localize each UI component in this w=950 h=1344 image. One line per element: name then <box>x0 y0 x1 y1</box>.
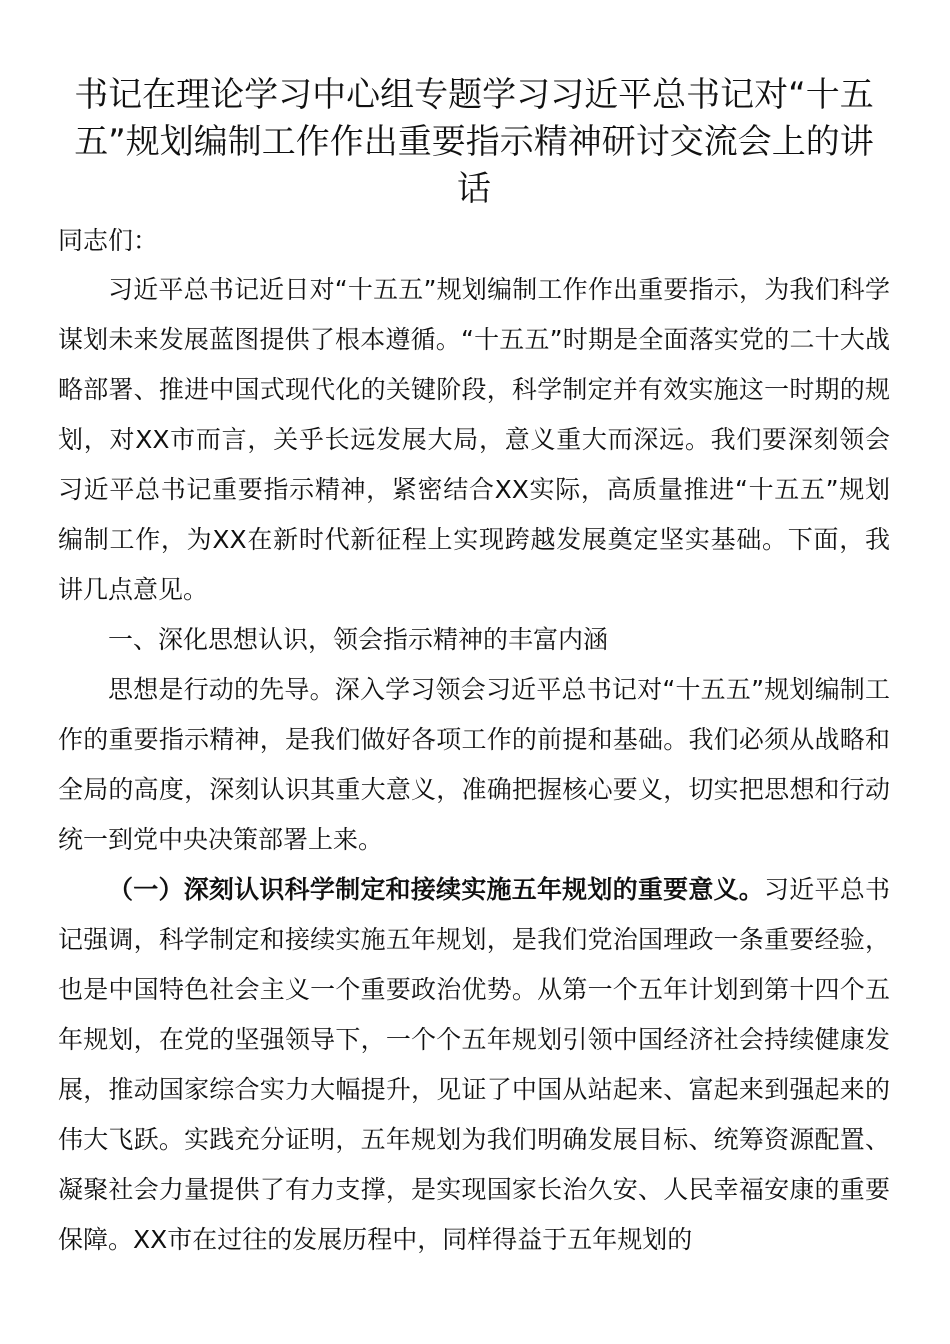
opening-paragraph: 习近平总书记近日对“十五五”规划编制工作作出重要指示，为我们科学谋划未来发展蓝图提供了根本遵循。“十五五”时期是全面落实党的二十大战略部署、推进中国式现代化的关键阶段，科学制定并有效实施这一时期的规划，对XX市而言，关乎长远发展大局，意义重大而深远。我们要深刻领会习近平总书记重要指示精神，紧密结合XX实际，高质量推进“十五五”规划编制工作，为XX在新时代新征程上实现跨越发展奠定坚实基础。下面，我讲几点意见。 <box>58 275 890 604</box>
document-page <box>58 72 890 1265</box>
section-1-intro: 思想是行动的先导。深入学习领会习近平总书记对“十五五”规划编制工作的重要指示精神，是我们做好各项工作的前提和基础。我们必须从战略和全局的高度，深刻认识其重大意义，准确把握核心要义，切实把思想和行动统一到党中央决策部署上来。 <box>58 675 890 854</box>
section-heading-1: 一、深化思想认识，领会指示精神的丰富内涵 <box>108 625 609 654</box>
subsection-1-paragraph <box>58 865 890 1265</box>
subsection-1-body: 习近平总书记强调，科学制定和接续实施五年规划，是我们党治国理政一条重要经验，也是中国特色社会主义一个重要政治优势。从第一个五年计划到第十四个五年规划，在党的坚强领导下，一个个五年规划引领中国经济社会持续健康发展，推动国家综合实力大幅提升，见证了中国从站起来、富起来到强起来的伟大飞跃。实践充分证明，五年规划为我们明确发展目标、统筹资源配置、凝聚社会力量提供了有力支撑，是实现国家长治久安、人民幸福安康的重要保障。XX市在过往的发展历程中，同样得益于五年规划的 <box>58 875 890 1254</box>
salutation: 同志们： <box>58 226 159 255</box>
document-title: 书记在理论学习中心组专题学习习近平总书记对“十五五”规划编制工作作出重要指示精神研讨交流会上的讲话 <box>74 75 874 209</box>
subsection-1-lead: （一）深刻认识科学制定和接续实施五年规划的重要意义。 <box>108 875 765 904</box>
